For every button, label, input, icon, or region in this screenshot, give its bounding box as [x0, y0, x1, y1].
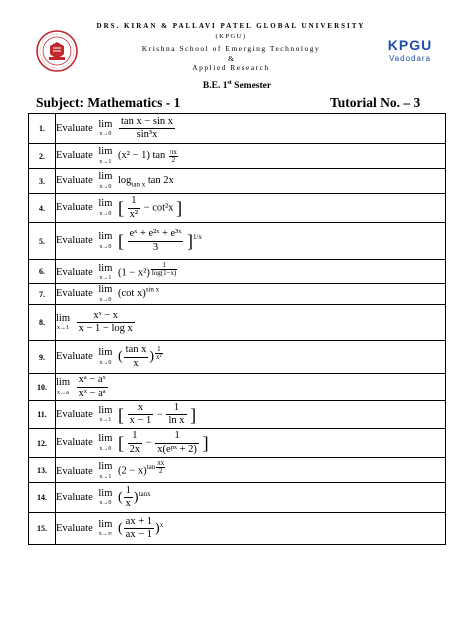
school-name: Krishna School of Emerging Technology — [141, 44, 321, 53]
operator: − — [156, 408, 166, 420]
evaluate-word: Evaluate — [56, 288, 93, 300]
question-expression — [56, 513, 446, 545]
exponent-fraction: 1 log(1−x) — [151, 260, 177, 277]
limit-operator: lim x→a — [56, 377, 71, 396]
university-name: DRS. KIRAN & PALLAVI PATEL GLOBAL UNIVERSITY — [96, 22, 366, 30]
evaluate-word: Evaluate — [56, 522, 93, 534]
question-number: 14. — [29, 483, 56, 513]
fraction: $\frac{1}{\text{x²}}$ — [129, 195, 139, 220]
right-paren: ) — [133, 489, 139, 505]
expression-tail: tan 2x — [145, 175, 174, 187]
ampersand: & — [228, 54, 234, 63]
left-bracket: [ — [118, 231, 124, 251]
semester-line — [0, 80, 474, 91]
exponent-fraction: 1 x² — [156, 344, 162, 361]
limit-operator: lim x→0 — [98, 231, 113, 250]
question-row — [29, 513, 446, 545]
evaluate-word: Evaluate — [56, 150, 93, 162]
question-expression — [56, 305, 446, 341]
right-bracket: ] — [202, 433, 209, 453]
question-number: 15. — [29, 513, 56, 545]
exponent-fraction: $\frac{\pi x}{2}$ — [157, 459, 165, 476]
question-expression — [56, 458, 446, 483]
limit-operator: lim x→1 — [98, 262, 113, 282]
limit-operator: lim x→0 — [98, 118, 113, 138]
question-row — [29, 341, 446, 374]
limit-operator: lim x→1 — [98, 404, 113, 424]
question-number: 4. — [29, 194, 56, 223]
left-paren: ( — [118, 520, 123, 536]
evaluate-word: Evaluate — [56, 408, 93, 420]
document-header — [0, 0, 474, 80]
evaluate-word: Evaluate — [56, 351, 93, 363]
semester-suffix: Semester — [231, 81, 272, 92]
question-expression — [56, 223, 446, 260]
question-expression — [56, 260, 446, 284]
question-expression — [56, 341, 446, 374]
right-bracket: ] — [190, 404, 197, 425]
question-expression — [56, 401, 446, 429]
question-row — [29, 458, 446, 483]
evaluate-word: Evaluate — [56, 437, 93, 449]
question-row — [29, 429, 446, 458]
limit-operator: lim x→1 — [56, 312, 71, 332]
question-number: 10. — [29, 374, 56, 401]
fraction: $\frac{ax + 1}{ax - 1}$ — [125, 515, 153, 540]
exponent: 1/x — [192, 232, 202, 241]
evaluate-word: Evaluate — [56, 202, 93, 214]
limit-operator: lim x→0 — [98, 347, 113, 366]
question-expression — [56, 429, 446, 458]
left-paren: ( — [118, 489, 123, 505]
limit-operator: lim x→1 — [98, 461, 113, 480]
limit-operator: lim x→0 — [98, 487, 113, 507]
limit-operator: lim x→0 — [98, 198, 113, 217]
question-expression — [56, 284, 446, 305]
question-row — [29, 194, 446, 223]
expression-tail: − cot²x — [143, 202, 174, 214]
kpgu-logo-text: KPGU — [387, 37, 433, 53]
question-number: 9. — [29, 341, 56, 374]
operator: − — [145, 437, 155, 449]
log-word: log — [118, 175, 132, 187]
university-abbreviation: (KPGU) — [215, 33, 247, 40]
question-expression — [56, 194, 446, 223]
fraction: $\frac{\text{tan x}}{x}$ — [125, 344, 147, 369]
university-seal-icon — [36, 30, 78, 72]
question-row — [29, 169, 446, 194]
limit-operator: lim x→0 — [98, 433, 113, 452]
subject-title: Subject: Mathematics - 1 — [36, 95, 181, 110]
question-row — [29, 223, 446, 260]
fraction: $\frac{\pi x}{2}$ — [169, 147, 177, 164]
question-row — [29, 144, 446, 169]
fraction: $\frac{1}{\text{x(eᵖˣ + 2)}}$ — [157, 430, 197, 455]
exponent: sin x — [145, 285, 160, 294]
question-expression — [56, 483, 446, 513]
question-row — [29, 305, 446, 341]
semester-prefix: B.E. 1 — [202, 81, 228, 92]
evaluate-word: Evaluate — [56, 175, 93, 187]
question-number: 11. — [29, 401, 56, 429]
question-expression — [56, 144, 446, 169]
question-row — [29, 483, 446, 513]
evaluate-word: Evaluate — [56, 122, 93, 134]
question-number: 6. — [29, 260, 56, 284]
question-number: 8. — [29, 305, 56, 341]
question-expression — [56, 114, 446, 144]
limit-operator: lim x→∞ — [98, 518, 113, 538]
fraction: $\frac{1}{\text{ln x}}$ — [168, 401, 185, 426]
question-number: 12. — [29, 429, 56, 458]
questions-table — [28, 113, 446, 545]
question-number: 13. — [29, 458, 56, 483]
expression-body: (1 − x²) — [118, 267, 150, 279]
question-number: 3. — [29, 169, 56, 194]
fraction: $\frac{1}{x}$ — [125, 484, 131, 509]
fraction: $\frac{1}{2x}$ — [129, 430, 141, 455]
fraction: $\frac{\text{eˣ + e²ˣ + e³ˣ}}{3}$ — [129, 228, 182, 253]
question-row — [29, 401, 446, 429]
limit-operator: lim x→1 — [98, 146, 113, 165]
exponent: x — [159, 520, 164, 529]
limit-operator: lim x→0 — [98, 171, 113, 190]
left-bracket: [ — [118, 404, 124, 425]
fraction: $\frac{\text{xᵃ − aˣ}}{\text{xˣ − aᵃ}}$ — [78, 374, 106, 399]
left-paren: ( — [118, 349, 123, 364]
applied-research: Applied Research — [192, 63, 270, 72]
question-number: 1. — [29, 114, 56, 144]
evaluate-word: Evaluate — [56, 267, 93, 279]
question-expression — [56, 169, 446, 194]
question-number: 2. — [29, 144, 56, 169]
exponent: tanx — [138, 489, 151, 498]
semester-superscript: st — [227, 80, 232, 86]
expression-body: (cot x) — [118, 288, 146, 300]
tutorial-number: Tutorial No. – 3 — [330, 95, 421, 110]
fraction: $\frac{x}{x - 1}$ — [129, 401, 152, 426]
evaluate-word: Evaluate — [56, 465, 93, 477]
exponent-prefix: tan — [146, 463, 156, 472]
question-row — [29, 114, 446, 144]
question-row — [29, 260, 446, 284]
evaluate-word: Evaluate — [56, 491, 93, 503]
question-number: 5. — [29, 223, 56, 260]
question-number: 7. — [29, 284, 56, 305]
question-expression — [56, 374, 446, 401]
right-bracket: ] — [186, 231, 193, 251]
left-bracket: [ — [118, 198, 124, 218]
expression-body: (2 − x) — [118, 465, 147, 477]
left-bracket: [ — [118, 433, 124, 453]
log-base: tan x — [131, 180, 146, 189]
evaluate-word: Evaluate — [56, 235, 93, 247]
right-bracket: ] — [176, 198, 183, 218]
kpgu-logo-subtext: Vadodara — [388, 54, 432, 63]
expression-body: (x² − 1) tan — [118, 150, 166, 162]
question-row — [29, 374, 446, 401]
right-paren: ) — [149, 349, 155, 364]
fraction: $\frac{\text{xˣ − x}}{\text{x − 1 − log x}}$ — [78, 309, 133, 334]
right-paren: ) — [155, 520, 160, 536]
question-row — [29, 284, 446, 305]
fraction: $\frac{\text{tan x − sin x}}{\text{sin³x}}$ — [121, 115, 174, 140]
limit-operator: lim x→0 — [98, 284, 113, 303]
